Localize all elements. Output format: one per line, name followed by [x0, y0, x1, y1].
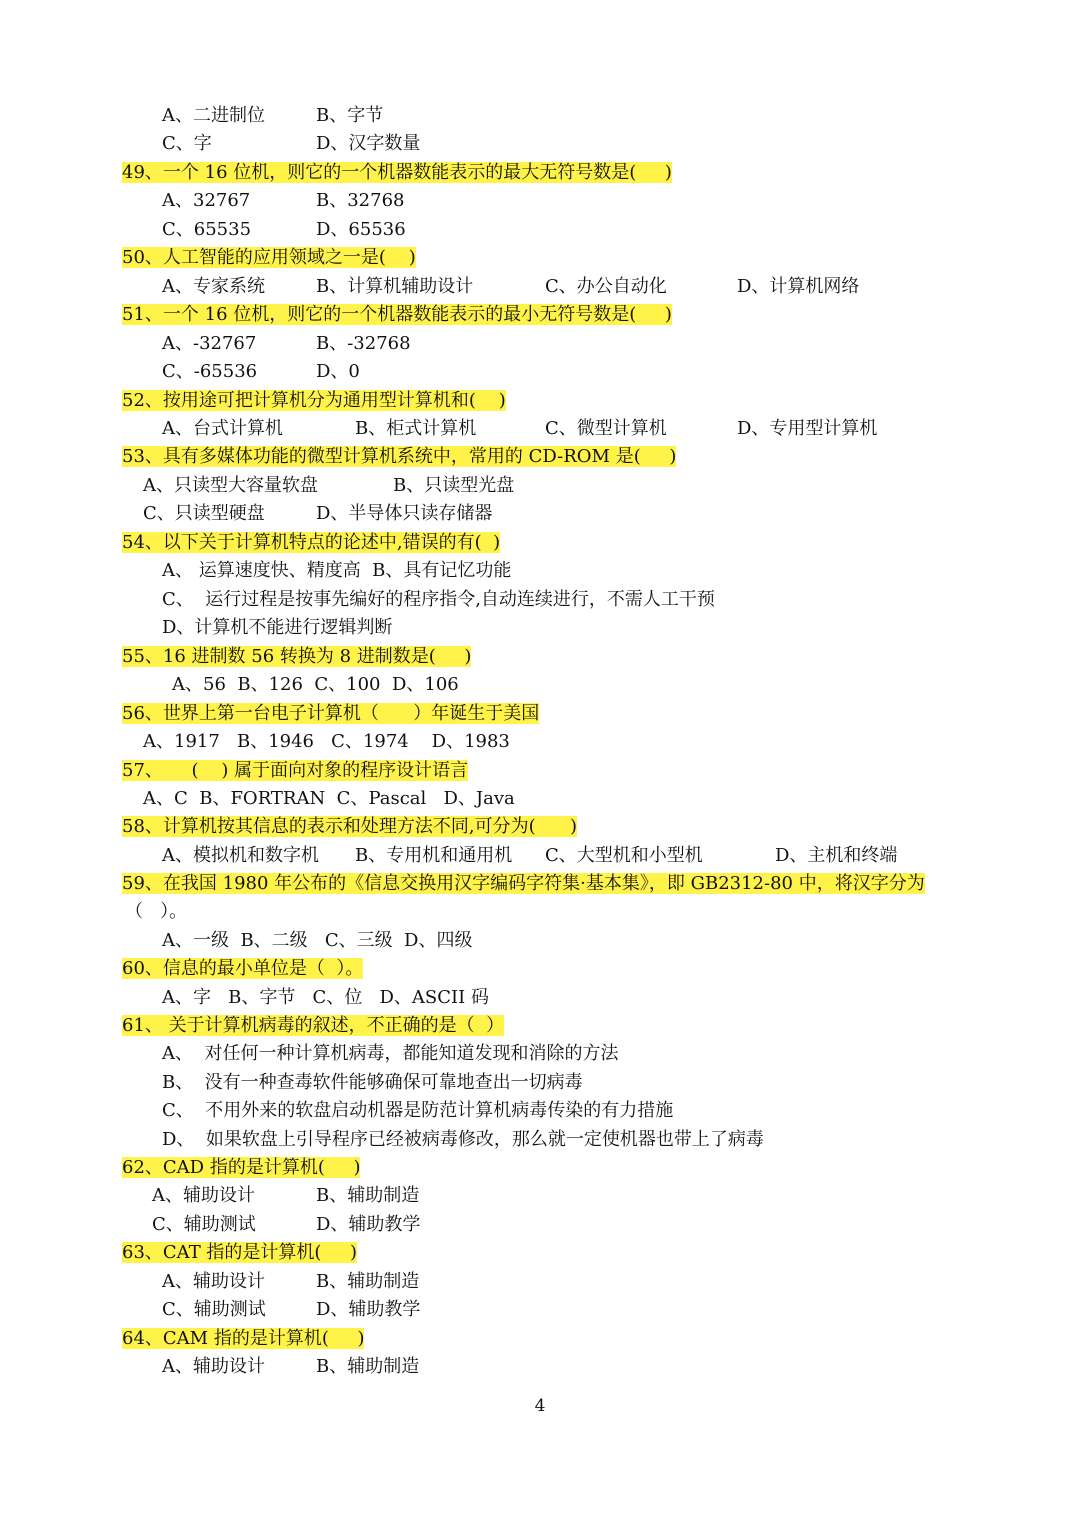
question-line — [122, 815, 577, 839]
option-text: A、56 B、126 C、100 D、106 — [172, 674, 459, 695]
options-line — [0, 1128, 1080, 1152]
options-line — [0, 332, 1080, 356]
options-line — [0, 588, 1080, 612]
options-line — [0, 360, 1080, 384]
option-text: A、C B、FORTRAN C、Pascal D、Java — [143, 788, 515, 809]
options-line — [0, 1099, 1080, 1123]
question-line — [122, 759, 468, 783]
options-line — [0, 104, 1080, 128]
option-text: D、辅助教学 — [316, 1214, 421, 1235]
question-line — [122, 389, 506, 413]
options-line — [0, 1042, 1080, 1066]
options-line — [0, 1184, 1080, 1208]
question-text: 62、CAD 指的是计算机( ) — [122, 1157, 361, 1178]
option-text: B、辅助制造 — [316, 1185, 420, 1206]
option-text: B、计算机辅助设计 — [316, 276, 474, 297]
question-text: 57、 ( ) 属于面向对象的程序设计语言 — [122, 760, 469, 781]
option-text: A、32767 — [162, 190, 251, 211]
options-line — [0, 218, 1080, 242]
question-text: 51、一个 16 位机，则它的一个机器数能表示的最小无符号数是( ) — [122, 304, 672, 325]
option-text: B、柜式计算机 — [355, 418, 477, 439]
option-text: B、-32768 — [316, 333, 411, 354]
question-text: 61、 关于计算机病毒的叙述，不正确的是（ ） — [122, 1015, 505, 1036]
option-text: B、辅助制造 — [316, 1356, 420, 1377]
options-line — [0, 1270, 1080, 1294]
options-line — [0, 1298, 1080, 1322]
options-line — [0, 730, 1080, 754]
option-text: A、-32767 — [162, 333, 257, 354]
option-text: A、台式计算机 — [162, 418, 283, 439]
option-text: C、只读型硬盘 — [143, 503, 265, 524]
option-text: B、专用机和通用机 — [355, 845, 513, 866]
question-line — [122, 246, 416, 270]
option-text: C、-65536 — [162, 361, 258, 382]
option-text: B、只读型光盘 — [393, 475, 515, 496]
question-line — [122, 872, 925, 896]
option-text: A、辅助设计 — [162, 1271, 265, 1292]
option-text: B、 没有一种查毒软件能够确保可靠地查出一切病毒 — [162, 1072, 583, 1093]
question-text: 59、在我国 1980 年公布的《信息交换用汉字编码字符集·基本集》，即 GB2312-80 中，将汉字分为 — [122, 873, 925, 894]
options-line — [0, 986, 1080, 1010]
options-line — [0, 275, 1080, 299]
options-line — [0, 417, 1080, 441]
question-text: 49、一个 16 位机，则它的一个机器数能表示的最大无符号数是( ) — [122, 162, 672, 183]
option-text: A、专家系统 — [162, 276, 265, 297]
question-line — [122, 645, 471, 669]
option-text: C、 不用外来的软盘启动机器是防范计算机病毒传染的有力措施 — [162, 1100, 674, 1121]
question-line — [122, 531, 500, 555]
question-text: 55、16 进制数 56 转换为 8 进制数是( ) — [122, 646, 472, 667]
question-line — [122, 161, 672, 185]
question-line — [122, 303, 672, 327]
question-line — [122, 1327, 364, 1351]
options-line — [0, 844, 1080, 868]
option-text: D、专用型计算机 — [737, 418, 878, 439]
options-line — [0, 132, 1080, 156]
option-text: A、模拟机和数字机 — [162, 845, 319, 866]
option-text: A、 对任何一种计算机病毒，都能知道发现和消除的方法 — [162, 1043, 619, 1064]
option-text: A、辅助设计 — [162, 1356, 265, 1377]
option-text: A、二进制位 — [162, 105, 265, 126]
page-number: 4 — [534, 1396, 546, 1416]
question-text: 54、以下关于计算机特点的论述中,错误的有( ) — [122, 532, 501, 553]
question-line — [122, 702, 539, 726]
option-text: C、大型机和小型机 — [545, 845, 703, 866]
option-text: A、辅助设计 — [152, 1185, 255, 1206]
option-text: D、 如果软盘上引导程序已经被病毒修改，那么就一定使机器也带上了病毒 — [162, 1129, 764, 1150]
options-line — [0, 929, 1080, 953]
question-text: 52、按用途可把计算机分为通用型计算机和( ) — [122, 390, 506, 411]
question-line — [122, 957, 363, 981]
option-text: A、只读型大容量软盘 — [143, 475, 318, 496]
question-text: 60、信息的最小单位是（ ）。 — [122, 958, 364, 979]
option-text: D、半导体只读存储器 — [316, 503, 493, 524]
question-text: 56、世界上第一台电子计算机（ ）年诞生于美国 — [122, 703, 540, 724]
option-text: D、计算机网络 — [737, 276, 860, 297]
options-line — [0, 474, 1080, 498]
options-line — [0, 559, 1080, 583]
options-line — [0, 1213, 1080, 1237]
question-line — [122, 445, 676, 469]
option-text: A、字 B、字节 C、位 D、ASCII 码 — [162, 987, 489, 1008]
option-text: B、32768 — [316, 190, 405, 211]
question-line — [122, 1014, 504, 1038]
question-text: 53、具有多媒体功能的微型计算机系统中，常用的 CD-ROM 是( ) — [122, 446, 677, 467]
question-text: 58、计算机按其信息的表示和处理方法不同,可分为( ) — [122, 816, 577, 837]
options-line — [0, 1355, 1080, 1379]
options-line — [0, 900, 1080, 924]
option-text: C、办公自动化 — [545, 276, 667, 297]
option-text: D、65536 — [316, 219, 406, 240]
option-text: D、汉字数量 — [316, 133, 421, 154]
question-line — [122, 1156, 360, 1180]
option-text: C、辅助测试 — [152, 1214, 256, 1235]
option-text: C、 运行过程是按事先编好的程序指令,自动连续进行，不需人工干预 — [162, 589, 715, 610]
option-text: B、辅助制造 — [316, 1271, 420, 1292]
options-line — [0, 502, 1080, 526]
option-text: A、 运算速度快、精度高 B、具有记忆功能 — [162, 560, 512, 581]
option-text: D、辅助教学 — [316, 1299, 421, 1320]
option-text: D、0 — [316, 361, 360, 382]
option-text: D、计算机不能进行逻辑判断 — [162, 617, 393, 638]
options-line — [0, 673, 1080, 697]
options-line — [0, 616, 1080, 640]
option-text: A、1917 B、1946 C、1974 D、1983 — [143, 731, 510, 752]
options-line — [0, 1071, 1080, 1095]
options-line — [0, 787, 1080, 811]
question-text: 64、CAM 指的是计算机( ) — [122, 1328, 365, 1349]
options-line — [0, 189, 1080, 213]
option-text: A、一级 B、二级 C、三级 D、四级 — [162, 930, 473, 951]
option-text: C、65535 — [162, 219, 252, 240]
option-text: B、字节 — [316, 105, 384, 126]
option-text: C、辅助测试 — [162, 1299, 266, 1320]
option-text: C、字 — [162, 133, 212, 154]
option-text: C、微型计算机 — [545, 418, 667, 439]
option-text: D、主机和终端 — [775, 845, 898, 866]
option-text: （ ）。 — [125, 901, 188, 922]
question-text: 50、人工智能的应用领域之一是( ) — [122, 247, 416, 268]
question-text: 63、CAT 指的是计算机( ) — [122, 1242, 358, 1263]
question-line — [122, 1241, 357, 1265]
